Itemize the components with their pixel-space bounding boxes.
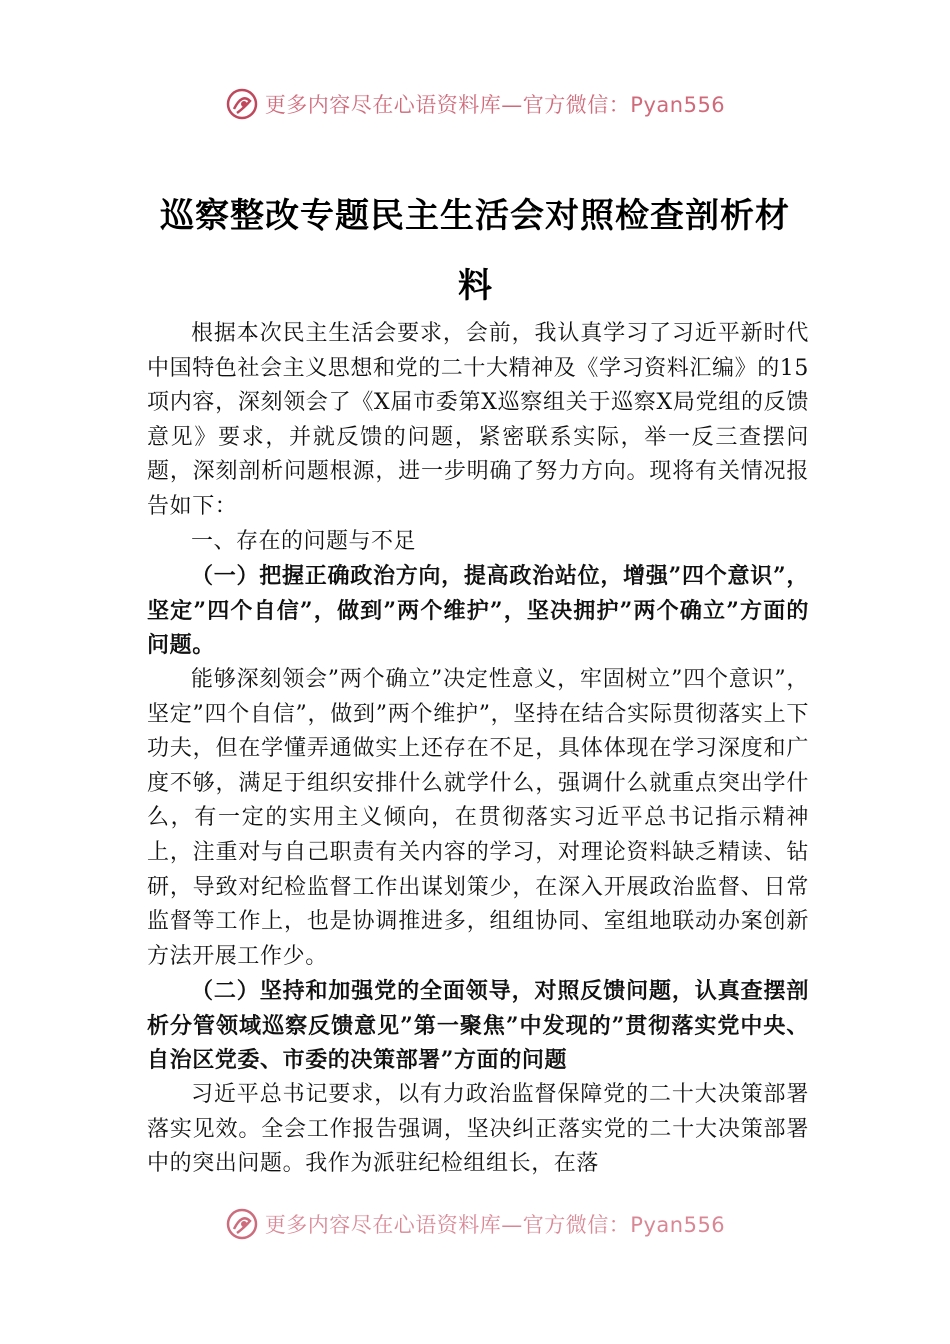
watermark-footer: [0, 1204, 950, 1244]
watermark-header: [0, 84, 950, 124]
body-paragraph-1: 能够深刻领会”两个确立”决定性意义，牢固树立”四个意识”，坚定”四个自信”，做到”两个维护”，坚持在结合实际贯彻落实上下功夫，但在学懂弄通做实上还存在不足，具体体现在学习深度和广度不够，满足于组织安排什么就学什么，强调什么就重点突出学什么，有一定的实用主义倾向，在贯彻落实习近平总书记指示精神上，注重对与自己职责有关内容的学习，对理论资料缺乏精读、钻研，导致对纪检监督工作出谋划策少，在深入开展政治监督、日常监督等工作上，也是协调推进多，组组协同、室组地联动办案创新方法开展工作少。: [147, 666, 809, 969]
subsection-heading-1: （一）把握正确政治方向，提高政治站位，增强”四个意识”，坚定”四个自信”，做到”两个维护”，坚决拥护”两个确立”方面的问题。: [147, 563, 809, 659]
seal-logo-icon: [225, 1207, 259, 1241]
body-paragraph-2: 习近平总书记要求，以有力政治监督保障党的二十大决策部署落实见效。全会工作报告强调，坚决纠正落实党的二十大决策部署中的突出问题。我作为派驻纪检组组长，在落: [147, 1082, 809, 1177]
section-heading: 一、存在的问题与不足: [191, 528, 417, 554]
intro-paragraph: 根据本次民主生活会要求，会前，我认真学习了习近平新时代中国特色社会主义思想和党的二十大精神及《学习资料汇编》的15项内容，深刻领会了《X届市委第X巡察组关于巡察X局党组的反馈意见》要求，并就反馈的问题，紧密联系实际，举一反三查摆问题，深刻剖析问题根源，进一步明确了努力方向。现将有关情况报告如下：: [147, 321, 809, 519]
watermark-text: 更多内容尽在心语资料库—官方微信：Pyan556: [264, 93, 726, 117]
document-body: [147, 317, 809, 1182]
document-title-line1: 巡察整改专题民主生活会对照检查剖析材: [160, 196, 790, 236]
watermark-text: 更多内容尽在心语资料库—官方微信：Pyan556: [264, 1213, 726, 1237]
subsection-heading-2: （二）坚持和加强党的全面领导，对照反馈问题，认真查摆剖析分管领域巡察反馈意见”第一聚焦”中发现的”贯彻落实党中央、自治区党委、市委的决策部署”方面的问题: [147, 978, 809, 1074]
document-title-line2: 料: [458, 266, 492, 306]
seal-logo-icon: [225, 87, 259, 121]
